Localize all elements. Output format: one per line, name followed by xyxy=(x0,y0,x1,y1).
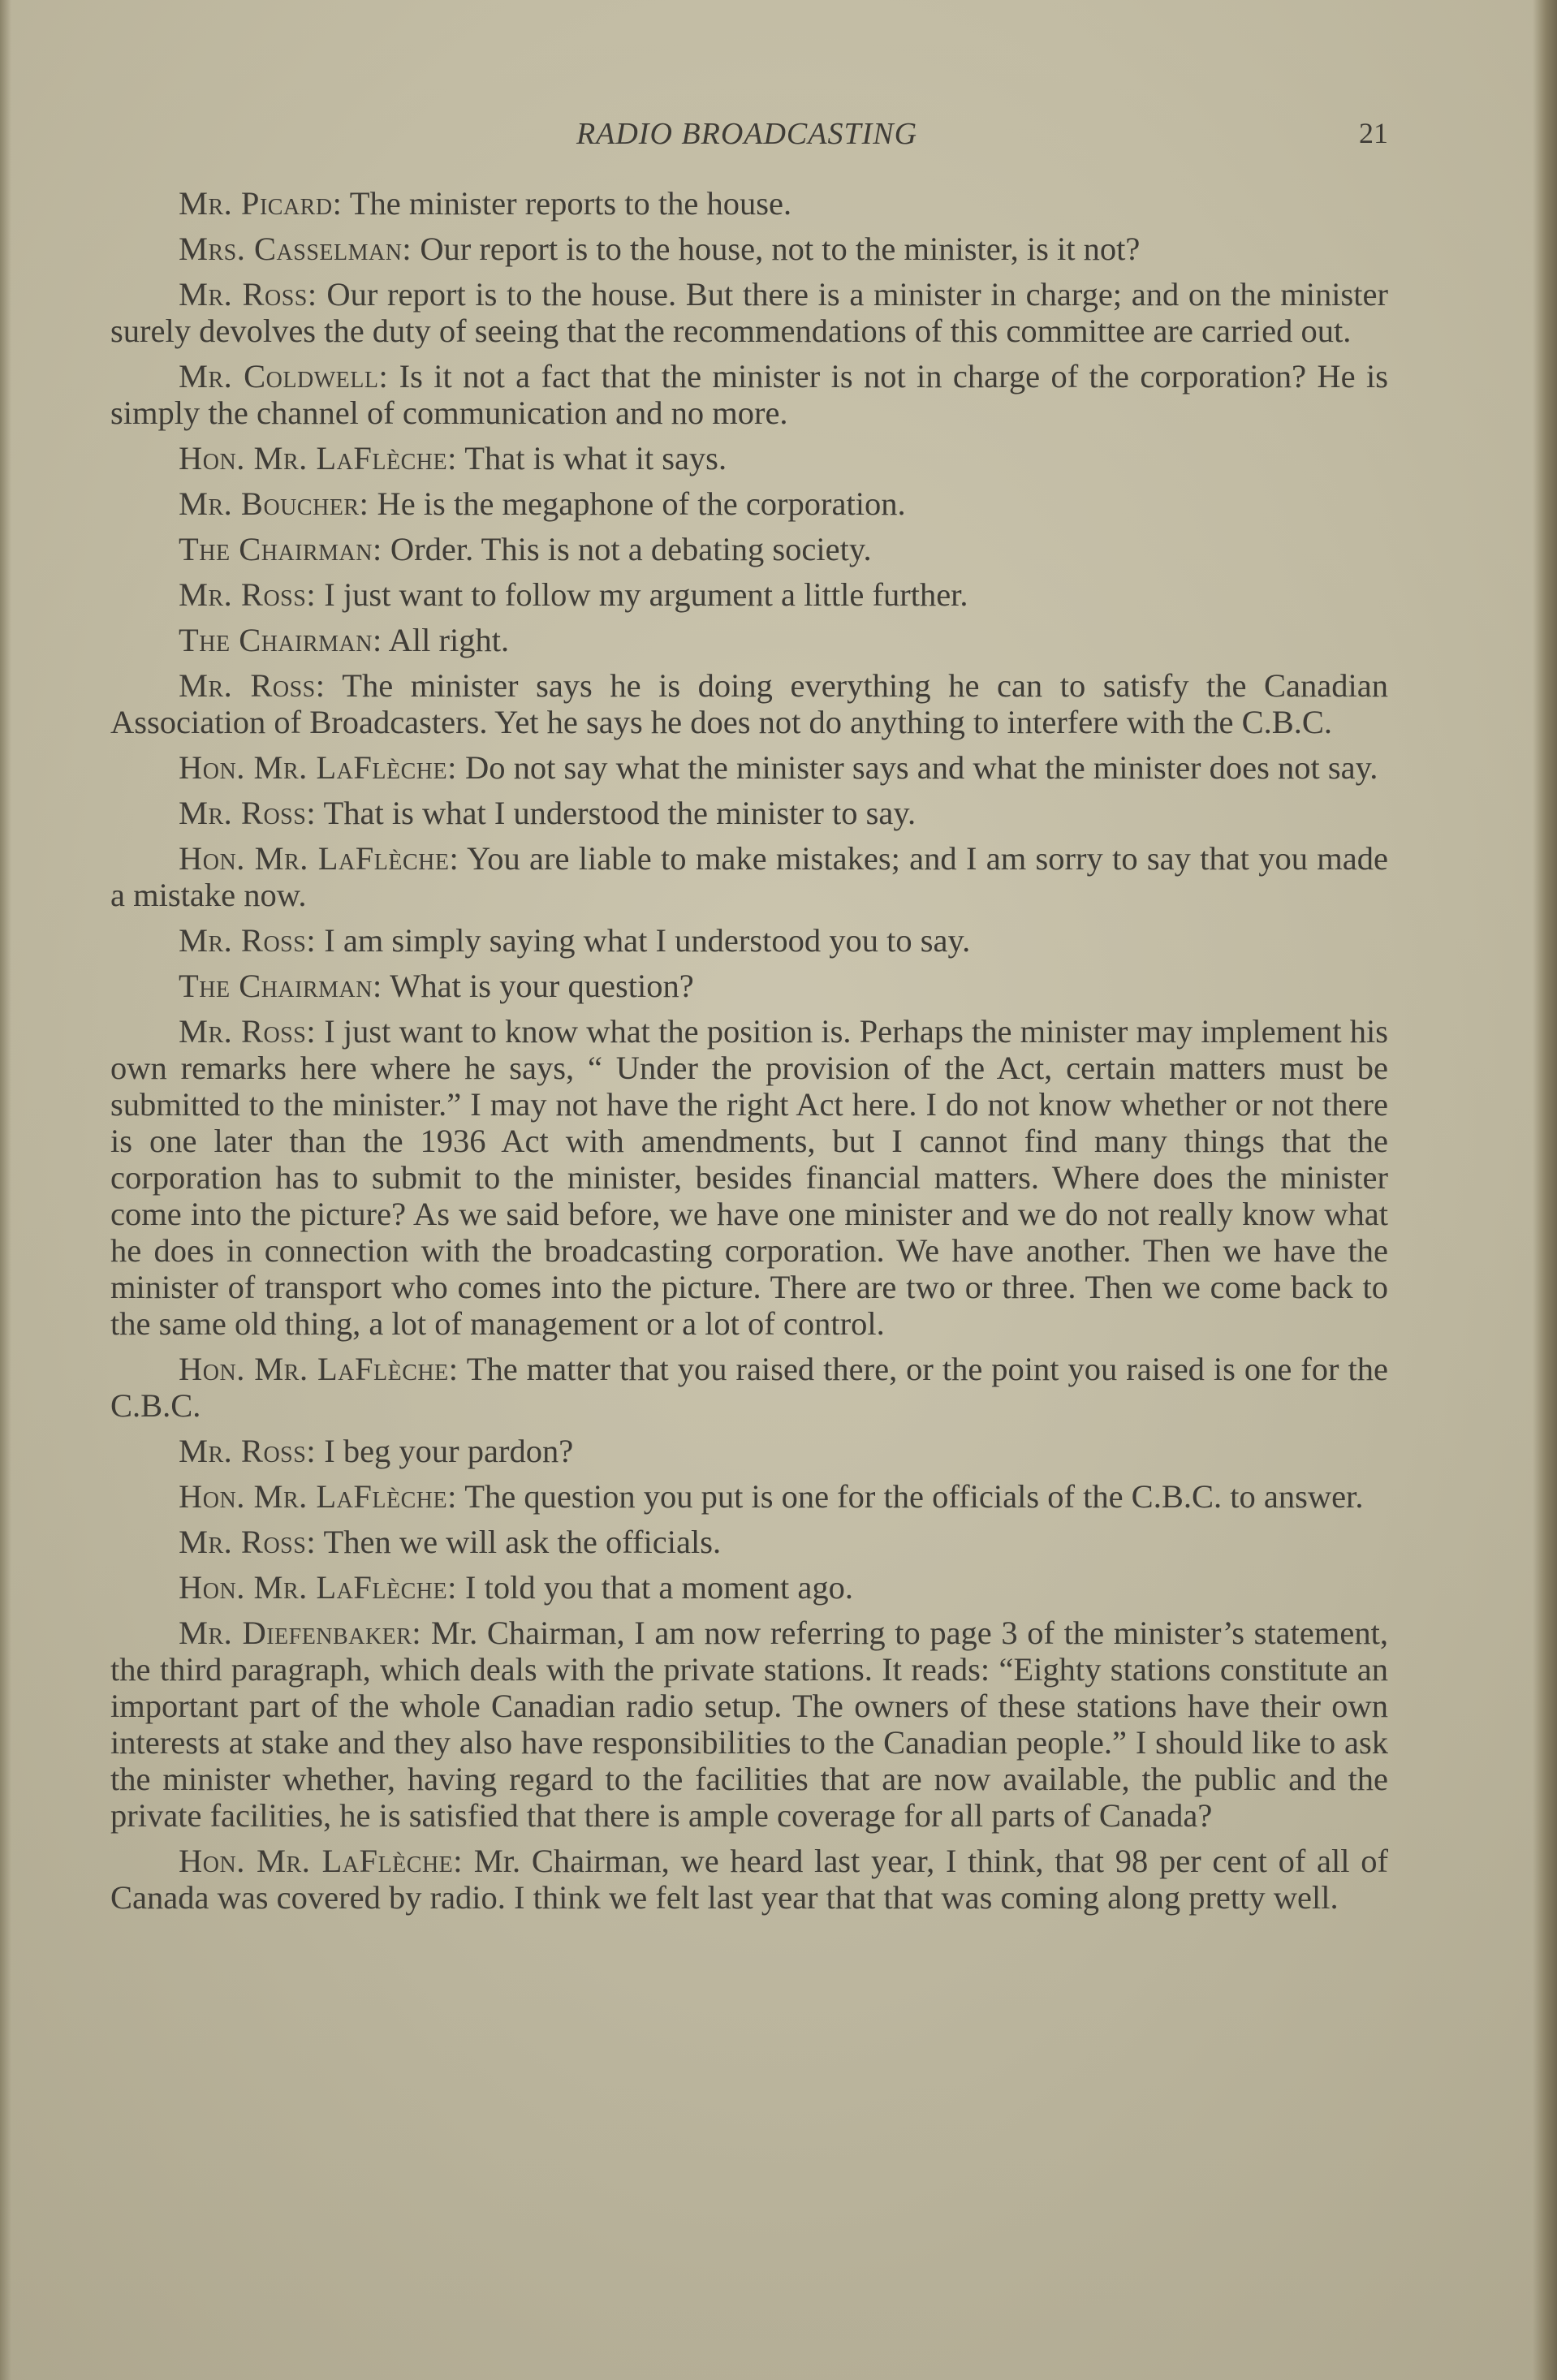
transcript-paragraph xyxy=(110,1615,1388,1834)
speech-text: Our report is to the house. But there is a minister in charge; and on the minister surely devolves the duty of seeing that the recommendations of this committee are carried out. xyxy=(110,276,1389,349)
speech-text: Is it not a fact that the minister is not in charge of the corporation? He is simply the channel of communication and no more. xyxy=(110,358,1388,431)
speaker-name: Mr. Ross: xyxy=(179,1433,317,1469)
speaker-name: Hon. Mr. LaFlèche: xyxy=(179,1478,457,1515)
page-left-shadow xyxy=(0,0,11,2380)
speaker-name: Mr. Coldwell: xyxy=(179,358,389,395)
speech-text: The question you put is one for the officials of the C.B.C. to answer. xyxy=(464,1478,1364,1515)
speech-text: I told you that a moment ago. xyxy=(464,1569,853,1606)
page-right-edge xyxy=(1533,0,1557,2380)
speaker-name: Hon. Mr. LaFlèche: xyxy=(179,1569,457,1606)
transcript-paragraph xyxy=(110,276,1388,349)
speech-text: The matter that you raised there, or the point you raised is one for the C.B.C. xyxy=(110,1351,1388,1424)
speech-text: I beg your pardon? xyxy=(324,1433,574,1469)
speaker-name: Mr. Ross: xyxy=(179,922,317,959)
transcript-paragraph xyxy=(110,667,1388,740)
speech-text: Our report is to the house, not to the minister, is it not? xyxy=(420,231,1141,267)
speaker-name: Mr. Ross: xyxy=(179,1524,317,1560)
transcript-paragraph xyxy=(110,1433,1388,1469)
speech-text: That is what it says. xyxy=(464,440,727,476)
speech-text: He is the megaphone of the corporation. xyxy=(377,485,906,522)
transcript-paragraph xyxy=(110,968,1388,1004)
transcript-paragraph xyxy=(110,1569,1388,1606)
running-head xyxy=(106,116,1388,157)
running-title: RADIO BROADCASTING xyxy=(576,117,918,151)
transcript-paragraph xyxy=(110,749,1388,786)
transcript-paragraph xyxy=(110,1351,1388,1424)
speech-text: All right. xyxy=(388,622,510,658)
transcript-paragraph xyxy=(110,622,1388,658)
speech-text: You are liable to make mistakes; and I am sorry to say that you made a mistake now. xyxy=(110,840,1388,913)
transcript-paragraph xyxy=(110,531,1388,567)
speaker-name: Mr. Ross: xyxy=(179,667,326,704)
page-number: 21 xyxy=(1359,117,1388,149)
speech-text: Then we will ask the officials. xyxy=(323,1524,722,1560)
speech-text: I just want to know what the position is. Perhaps the minister may implement his own remarks here where he says, “ Under the provision of the Act, certain matters must be submitted to the minister.” I may not have the right Act here. I do not know whether or not there is one later than the 1936 Act with amendments, but I cannot find many things that the corporation has to submit to the minister, besides financial matters. Where does the minister come into the picture? As we said before, we have one minister and we do not really know what he does in connection with the broadcasting corporation. We have another. Then we have the minister of transport who comes into the picture. There are two or three. Then we come back to the same old thing, a lot of management or a lot of control. xyxy=(110,1013,1388,1342)
transcript-paragraph xyxy=(110,358,1388,431)
speech-text: Mr. Chairman, I am now referring to page 3 of the minister’s statement, the third paragraph, which deals with the private stations. It reads: “Eighty stations constitute an important part of the whole Canadian radio setup. The owners of these stations have their own interests at stake and they also have responsibilities to the Canadian people.” I should like to ask the minister whether, having regard to the facilities that are now available, the public and the private facilities, he is satisfied that there is ample coverage for all parts of Canada? xyxy=(110,1615,1388,1834)
transcript-paragraph xyxy=(110,576,1388,613)
speaker-name: Hon. Mr. LaFlèche: xyxy=(179,749,457,786)
speech-text: The minister reports to the house. xyxy=(349,185,792,222)
speaker-name: Mr. Ross: xyxy=(179,1013,317,1050)
speaker-name: Mr. Ross: xyxy=(179,276,317,313)
transcript-paragraph xyxy=(110,440,1388,476)
speaker-name: Mr. Picard: xyxy=(179,185,343,222)
speaker-name: Mr. Diefenbaker: xyxy=(179,1615,422,1651)
speaker-name: Hon. Mr. LaFlèche: xyxy=(179,1843,464,1879)
speaker-name: The Chairman: xyxy=(179,531,382,567)
speech-text: Mr. Chairman, we heard last year, I think, that 98 per cent of all of Canada was covered by radio. I think we felt last year that that was coming along pretty well. xyxy=(110,1843,1389,1916)
transcript-paragraph xyxy=(110,1843,1388,1916)
speaker-name: Mr. Ross: xyxy=(179,795,317,831)
transcript-paragraph xyxy=(110,840,1388,913)
speech-text: I am simply saying what I understood you to say. xyxy=(324,922,971,959)
speech-text: Order. This is not a debating society. xyxy=(390,531,872,567)
transcript-paragraph xyxy=(110,1013,1388,1342)
transcript-paragraph xyxy=(110,185,1388,222)
speech-text: The minister says he is doing everything he can to satisfy the Canadian Association of Broadcasters. Yet he says he does not do anything to interfere with the C.B.C. xyxy=(110,667,1388,740)
speaker-name: Hon. Mr. LaFlèche: xyxy=(179,440,457,476)
speaker-name: Mr. Ross: xyxy=(179,576,317,613)
speaker-name: Hon. Mr. LaFlèche: xyxy=(179,840,459,877)
speech-text: I just want to follow my argument a little further. xyxy=(324,576,968,613)
transcript-paragraph xyxy=(110,1478,1388,1515)
speech-text: That is what I understood the minister to say. xyxy=(323,795,917,831)
transcript-paragraph xyxy=(110,485,1388,522)
speech-text: What is your question? xyxy=(390,968,694,1004)
speaker-name: Hon. Mr. LaFlèche: xyxy=(179,1351,459,1387)
speech-text: Do not say what the minister says and what the minister does not say. xyxy=(464,749,1378,786)
speaker-name: Mr. Boucher: xyxy=(179,485,369,522)
speaker-name: The Chairman: xyxy=(179,968,382,1004)
transcript-paragraph xyxy=(110,1524,1388,1560)
transcript-paragraph xyxy=(110,922,1388,959)
transcript-paragraph xyxy=(110,795,1388,831)
speaker-name: The Chairman: xyxy=(179,622,382,658)
transcript-paragraph xyxy=(110,231,1388,267)
transcript-body xyxy=(110,185,1388,1925)
speaker-name: Mrs. Casselman: xyxy=(179,231,412,267)
